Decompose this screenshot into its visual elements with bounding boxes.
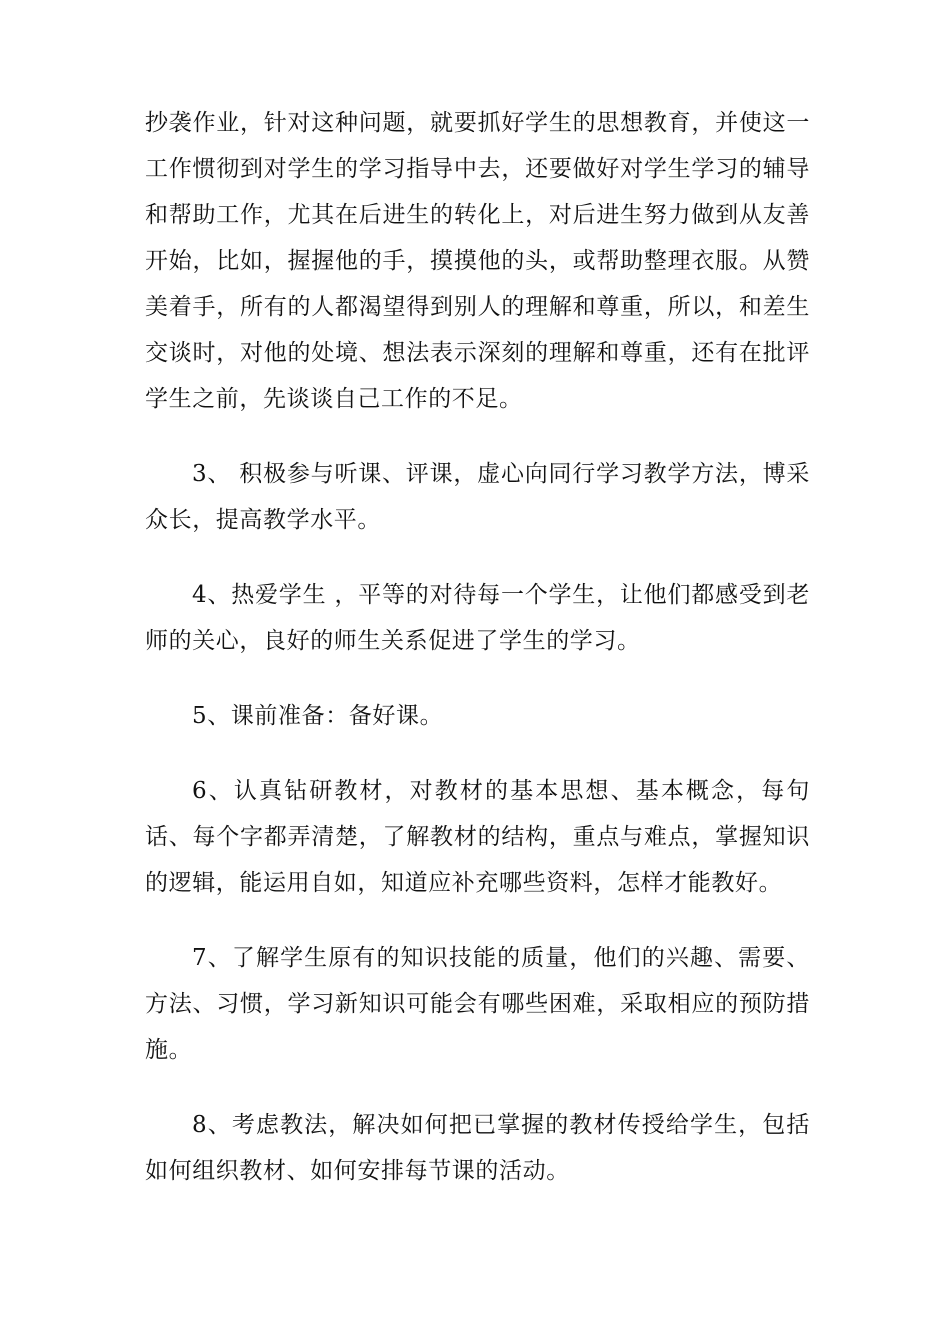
paragraph-item-5: 5、课前准备：备好课。 xyxy=(192,703,444,729)
paragraph-item-6: 6、认真钻研教材，对教材的基本思想、基本概念，每句话、每个字都弄清楚，了解教材的结构，重点与难点，掌握知识的逻辑，能运用自如，知道应补充哪些资料，怎样才能教好。 xyxy=(145,778,810,896)
paragraph-item-3: 3、 积极参与听课、评课，虚心向同行学习教学方法，博采众长，提高教学水平。 xyxy=(145,461,810,533)
paragraph-item-4: 4、热爱学生 ，平等的对待每一个学生，让他们都感受到老师的关心，良好的师生关系促进了学生的学习。 xyxy=(145,582,810,654)
paragraph-continuation: 抄袭作业，针对这种问题，就要抓好学生的思想教育，并使这一工作惯彻到对学生的学习指导中去，还要做好对学生学习的辅导和帮助工作，尤其在后进生的转化上，对后进生努力做到从友善开始，比如，握握他的手，摸摸他的头，或帮助整理衣服。从赞美着手，所有的人都渴望得到别人的理解和尊重，所以，和差生交谈时，对他的处境、想法表示深刻的理解和尊重，还有在批评学生之前，先谈谈自己工作的不足。 xyxy=(145,110,810,412)
paragraph-item-7: 7、了解学生原有的知识技能的质量，他们的兴趣、需要、方法、习惯，学习新知识可能会有哪些困难，采取相应的预防措施。 xyxy=(145,945,810,1063)
paragraph-item-8: 8、考虑教法，解决如何把已掌握的教材传授给学生，包括如何组织教材、如何安排每节课的活动。 xyxy=(145,1112,810,1184)
document-body xyxy=(145,100,810,1194)
